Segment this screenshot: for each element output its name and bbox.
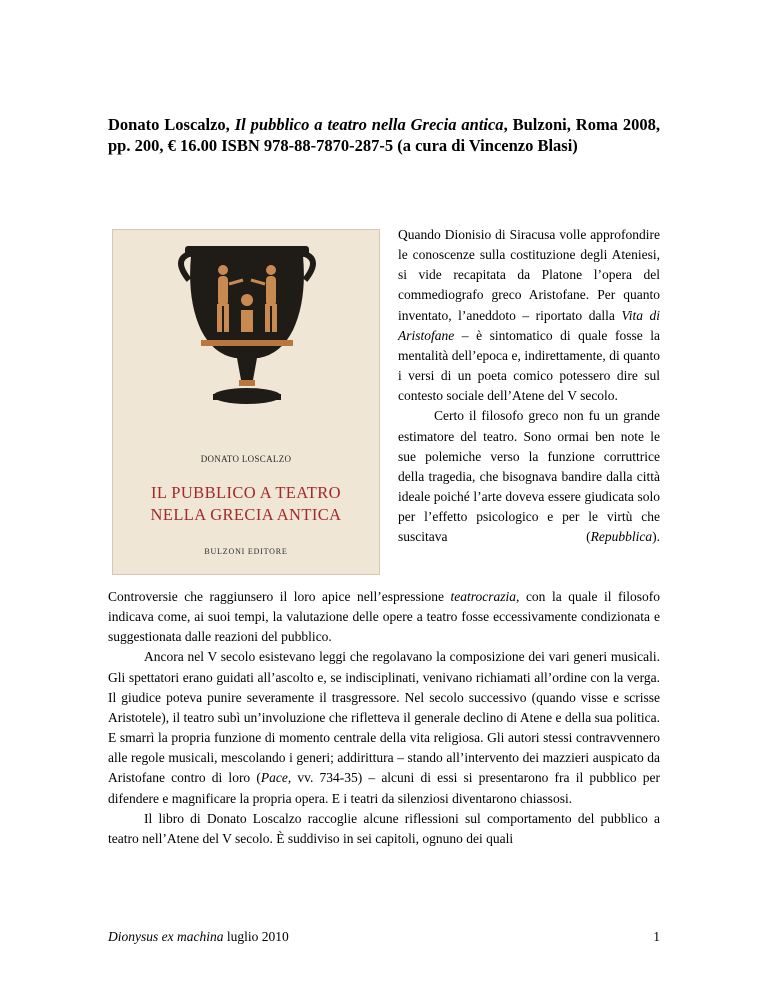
body-text <box>108 587 660 849</box>
cover-author: DONATO LOSCALZO <box>200 454 292 464</box>
cover-title <box>113 482 379 526</box>
vase-illustration <box>173 240 321 414</box>
footer-journal-name: Dionysus ex machina <box>108 929 224 944</box>
paragraph-4 <box>108 809 660 849</box>
paragraph-3-text: Ancora nel V secolo esistevano leggi che regolavano la composizione dei vari generi musicali. Gli spettatori erano guidati all’ascolto e, se indisciplinati, venivano richiamati all’ordine con la verga. Il giudice poteva punire severamente il trasgressore. Nel secolo successivo (quando visse e scrisse Aristotele), il teatro subì un’involuzione che rifletteva il generale declino di Atene e della sua politica. E smarrì la propria funzione di momento centrale della vita religiosa. Gli autori stessi contravvennero alle regole musicali, mescolando i generi; addirittura – stando all’intervento dei mazzieri auspicato da Aristofane contro di loro ( <box>108 649 660 786</box>
paragraph-2-cont-italic: teatrocrazia <box>450 589 517 604</box>
paragraph-1-italic: Vita di Aristofane <box>398 307 660 343</box>
paragraph-3 <box>108 647 660 808</box>
heading-book-title: Il pubblico a teatro nella Grecia antica <box>234 115 504 134</box>
floated-column <box>398 225 660 548</box>
paragraph-2-continued <box>108 587 660 647</box>
heading-author: Donato Loscalzo, <box>108 115 235 134</box>
book-cover <box>112 229 380 575</box>
paragraph-1-text-end: – è sintomatico di quale fosse la mentalità dell’epoca e, indirettamente, di quanto i versi di un poeta comico potessero dire sul contesto sociale dell’Atene del V secolo. <box>398 327 660 404</box>
paragraph-4-text: Il libro di Donato Loscalzo raccoglie alcune riflessioni sul comportamento del pubblico a teatro nell’Atene del V secolo. È suddiviso in sei capitoli, ognuno dei quali <box>108 810 660 846</box>
paragraph-2-start <box>398 406 660 547</box>
paragraph-2-cont-text-end: , con la quale il filosofo indicava come, ai suoi tempi, la valutazione delle opere a teatro fosse eccessivamente condizionata e suggestionata dalle reazioni del pubblico. <box>108 589 660 645</box>
cover-title-line-2: NELLA GRECIA ANTICA <box>150 505 342 524</box>
paragraph-2-text: Certo il filosofo greco non fu un grande estimatore del teatro. Sono ormai ben note le sue polemiche verso la funzione corruttrice della tragedia, che bisognava bandire dalla città ideale poiché l’arte doveva essere giudicata solo per l’effetto psicologico e per le virtù che suscitava ( <box>398 408 660 545</box>
paragraph-2-cont-text: Controversie che raggiunsero il loro apice nell’espressione <box>108 589 451 604</box>
heading-details: , Bulzoni, Roma 2008, pp. 200, € 16.00 ISBN 978-88-7870-287-5 (a cura di Vincenzo Blasi) <box>108 115 660 155</box>
paragraph-1 <box>398 225 660 406</box>
footer-date: luglio 2010 <box>223 929 289 944</box>
paragraph-2-text-end: ). <box>652 529 660 545</box>
cover-title-line-1: IL PUBBLICO A TEATRO <box>151 483 341 502</box>
paragraph-2-italic: Repubblica <box>590 529 653 545</box>
paragraph-3-text-end: , vv. 734-35) – alcuni di essi si presentarono fra il pubblico per difendere e magnificare la propria opera. E i teatri da silenziosi diventarono chiassosi. <box>108 770 660 806</box>
article-heading <box>108 114 660 156</box>
footer-journal <box>108 929 289 945</box>
paragraph-3-italic: Pace <box>260 770 288 786</box>
page-number: 1 <box>653 929 660 944</box>
cover-publisher: BULZONI EDITORE <box>204 547 288 556</box>
paragraph-1-text: Quando Dionisio di Siracusa volle approfondire le conoscenze sulla costituzione degli Ateniesi, si vide recapitata da Platone l’opera del commediografo greco Aristofane. Per quanto inventato, l’aneddoto – riportato dalla <box>398 227 660 323</box>
